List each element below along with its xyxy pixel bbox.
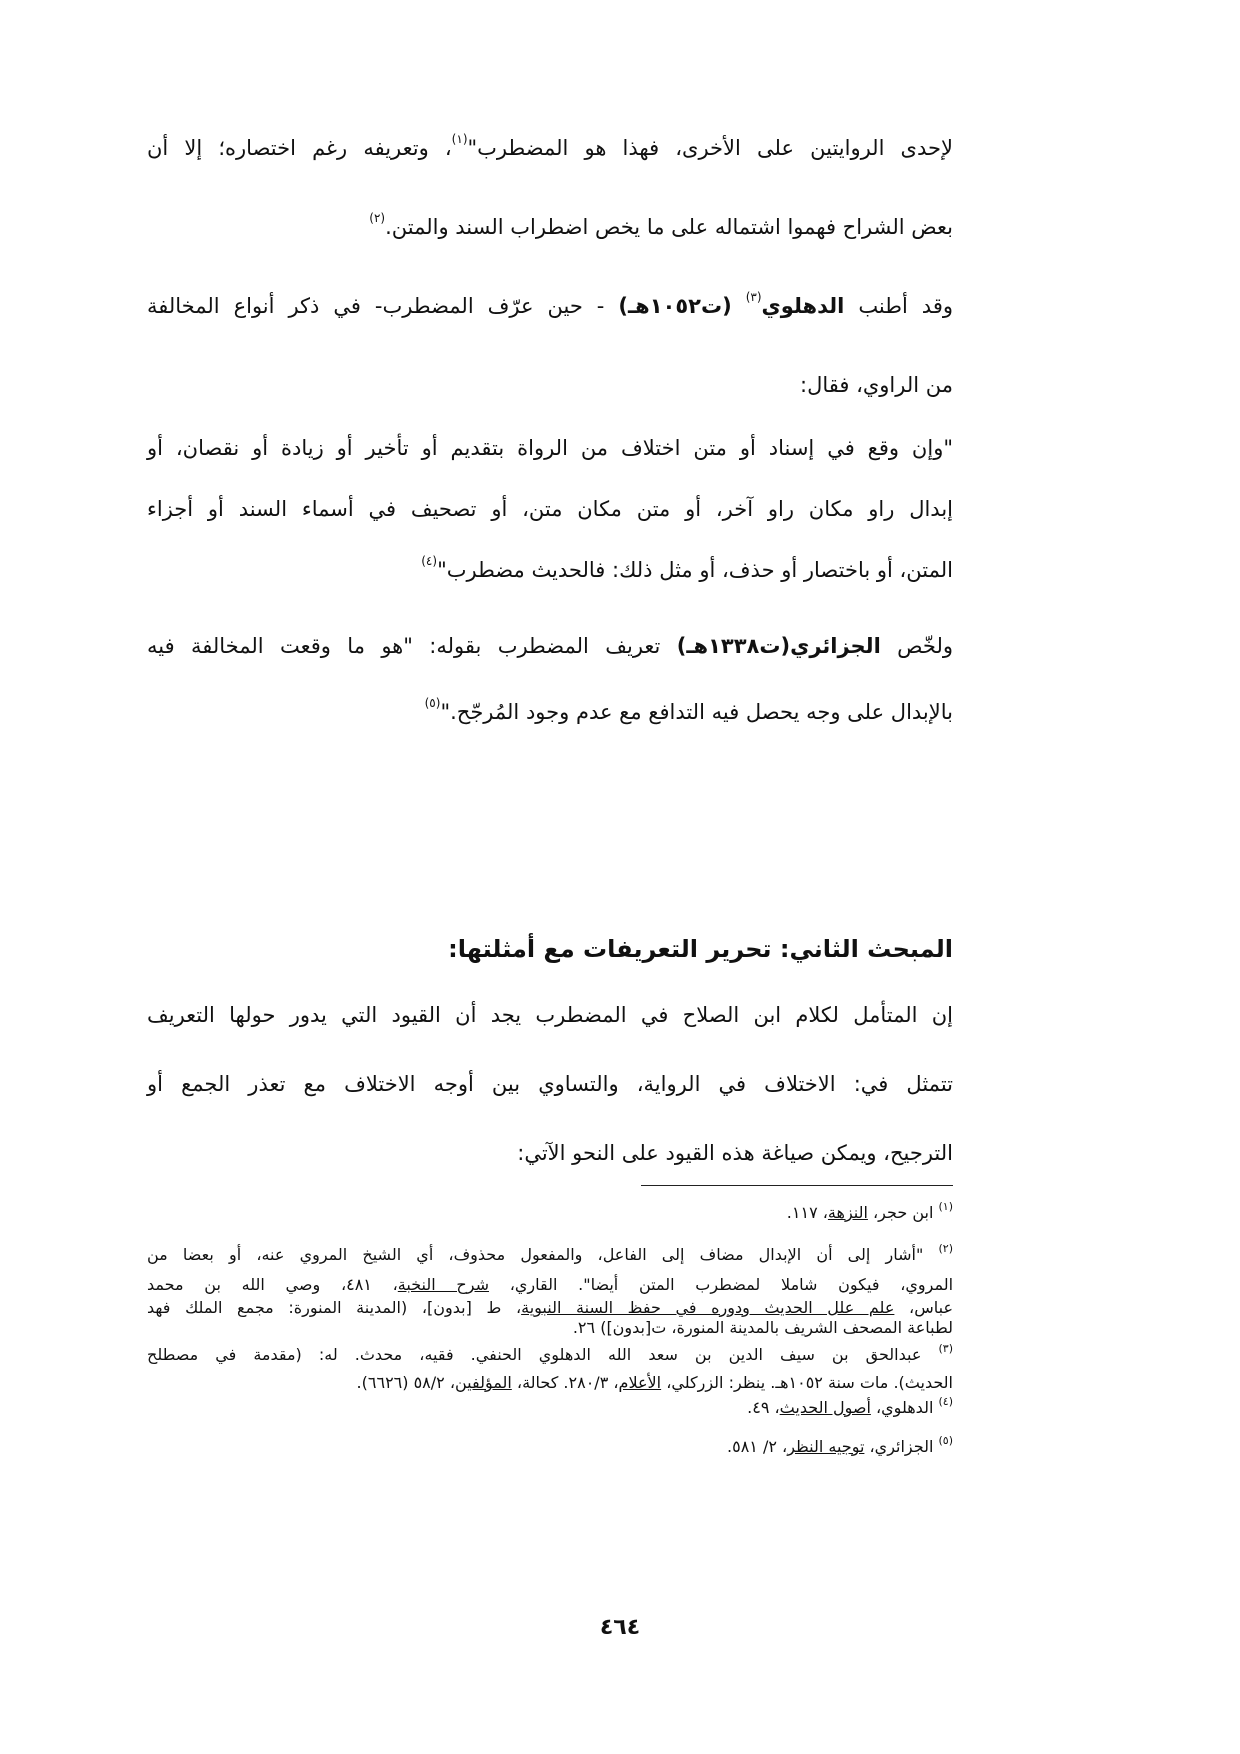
footnote-ref-1[interactable]: (١) — [451, 132, 468, 146]
footnote-separator — [641, 1185, 953, 1186]
section-heading: المبحث الثاني: تحرير التعريفات مع أمثلتها: — [448, 935, 953, 963]
footnote-5: $^{(٥)}$ الجزائري، توجيه النظر، ٢/ ٥٨١. — [727, 1434, 953, 1456]
footnote-3-line-1: $^{(٣)}$ عبدالحق بن سيف الدين بن سعد الله الدهلوي الحنفي. فقيه، محدث. له: (مقدمة في مصطلح — [147, 1342, 953, 1364]
citation-title: علم علل الحديث ودوره في حفظ السنة النبوية — [521, 1298, 895, 1317]
footnote-ref-3[interactable]: (٣) — [745, 290, 762, 304]
page-number: ٤٦٤ — [599, 1615, 641, 1640]
quote-line-3: المتن، أو باختصار أو حذف، أو مثل ذلك: فالحديث مضطرب"$^{(٤)}$ — [421, 554, 953, 582]
citation-title: توجيه النظر — [787, 1437, 865, 1456]
body-line-8: ولخّص الجزائري(ت١٣٣٨هـ) تعريف المضطرب بقوله: "هو ما وقعت المخالفة فيه — [147, 634, 953, 658]
citation-title: النزهة — [827, 1203, 868, 1222]
footnote-1: $^{(١)}$ ابن حجر، النزهة، ١١٧. — [786, 1200, 953, 1222]
citation-title: المؤلفين — [455, 1373, 512, 1392]
author-name-dahlawi: الدهلوي — [761, 294, 845, 318]
footnote-2-line-1: $^{(٢)}$ "أشار إلى أن الإبدال مضاف إلى الفاعل، والمفعول محذوف، أي الشيخ المروي عنه، أو بعضا من — [147, 1242, 953, 1264]
footnote-ref-4[interactable]: (٤) — [421, 554, 438, 568]
body-line-2: بعض الشراح فهموا اشتماله على ما يخص اضطراب السند والمتن.$^{(٢)}$ — [369, 211, 953, 239]
section-line-1: إن المتأمل لكلام ابن الصلاح في المضطرب يجد أن القيود التي يدور حولها التعريف — [147, 1003, 953, 1027]
citation-title: شرح النخبة — [397, 1275, 489, 1294]
author-name-jazairi: الجزائري(ت١٣٣٨هـ) — [676, 634, 881, 658]
footnote-2-line-2: المروي، فيكون شاملا لمضطرب المتن أيضا". القاري، شرح النخبة، ٤٨١، وصي الله بن محمد — [147, 1275, 954, 1294]
footnote-ref-2[interactable]: (٢) — [369, 211, 386, 225]
body-line-4: من الراوي، فقال: — [800, 373, 953, 397]
body-line-1: لإحدى الروايتين على الأخرى، فهذا هو المضطرب"$^{(١)}$، وتعريفه رغم اختصاره؛ إلا أن — [147, 132, 953, 160]
footnote-3-line-2: الحديث). مات سنة ١٠٥٢هـ. ينظر: الزركلي، الأعلام، ٢٨٠/٣. كحالة، المؤلفين، ٥٨/٢ (٦٦٢٦). — [356, 1373, 953, 1392]
quote-line-1: "وإن وقع في إسناد أو متن اختلاف من الرواة بتقديم أو تأخير أو زيادة أو نقصان، أو — [147, 436, 953, 460]
section-line-3: الترجيح، ويمكن صياغة هذه القيود على النحو الآتي: — [517, 1141, 953, 1165]
footnote-ref-5[interactable]: (٥) — [424, 696, 441, 710]
footnote-4: $^{(٤)}$ الدهلوي، أصول الحديث، ٤٩. — [747, 1395, 953, 1417]
citation-title: الأعلام — [618, 1373, 662, 1392]
death-date-dahlawi: (ت١٠٥٢هـ) — [618, 294, 732, 318]
footnote-2-line-4: لطباعة المصحف الشريف بالمدينة المنورة، ت[بدون]) ٢٦. — [572, 1318, 953, 1337]
body-line-9: بالإبدال على وجه يحصل فيه التدافع مع عدم وجود المُرجّح."$^{(٥)}$ — [424, 696, 953, 724]
citation-title: أصول الحديث — [779, 1398, 871, 1417]
quote-line-2: إبدال راو مكان راو آخر، أو متن مكان متن، أو تصحيف في أسماء السند أو أجزاء — [147, 497, 953, 521]
body-line-3: وقد أطنب الدهلوي$^{(٣)}$ (ت١٠٥٢هـ) - حين عرّف المضطرب- في ذكر أنواع المخالفة — [147, 290, 954, 318]
footnote-2-line-3: عباس، علم علل الحديث ودوره في حفظ السنة النبوية، ط [بدون]، (المدينة المنورة: مجمع الملك فهد — [147, 1298, 953, 1317]
section-line-2: تتمثل في: الاختلاف في الرواية، والتساوي بين أوجه الاختلاف مع تعذر الجمع أو — [147, 1072, 953, 1096]
